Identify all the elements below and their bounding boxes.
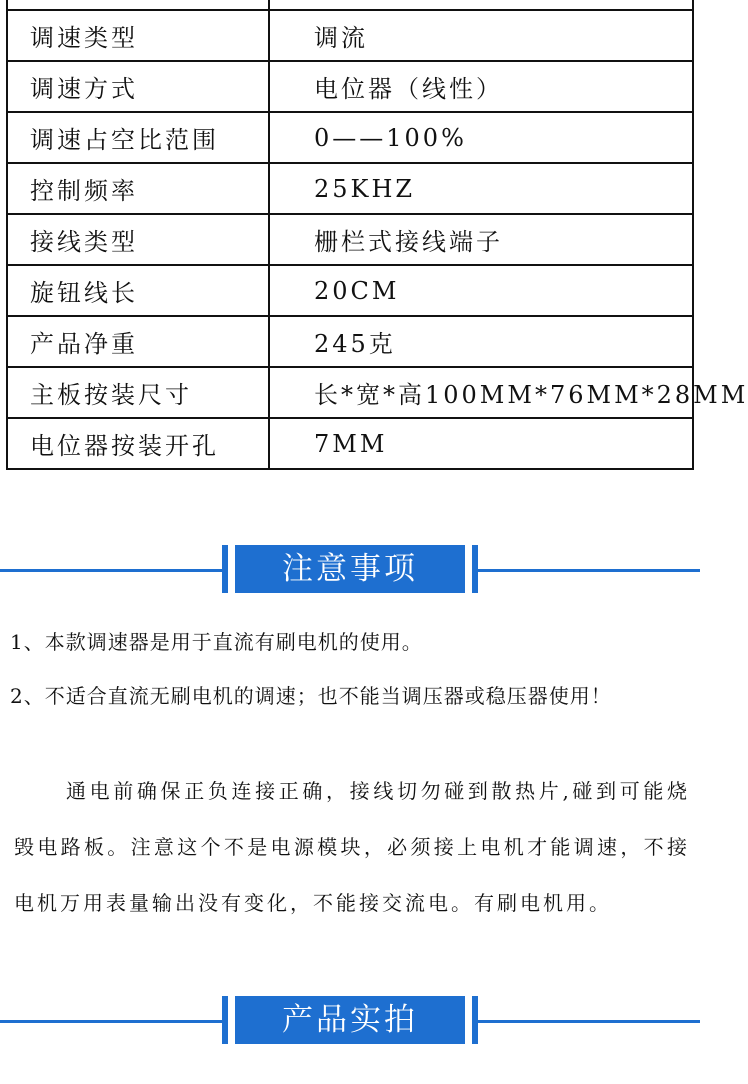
spec-label: 控制频率: [7, 163, 269, 214]
spec-value: 电位器（线性）: [269, 61, 693, 112]
notice-title: 注意事项: [222, 545, 478, 593]
table-row: [7, 0, 693, 10]
spec-label: 调速类型: [7, 10, 269, 61]
spec-table: [6, 0, 748, 470]
photos-title: 产品实拍: [222, 996, 478, 1044]
table-row: [7, 61, 693, 112]
table-row: [7, 418, 693, 469]
spec-value: 7MM: [269, 418, 693, 469]
table-row: [7, 163, 693, 214]
notice-paragraph: 通电前确保正负连接正确，接线切勿碰到散热片,碰到可能烧毁电路板。注意这个不是电源模块，必须接上电机才能调速，不接电机万用表量输出没有变化，不能接交流电。有刷电机用。: [14, 779, 690, 915]
spec-value: 245克: [269, 316, 693, 367]
table-row: [7, 265, 693, 316]
photos-section-header: [0, 996, 700, 1046]
spec-value: 0——100%: [269, 112, 693, 163]
spec-label: 主板按装尺寸: [7, 367, 269, 418]
spec-value: 栅栏式接线端子: [269, 214, 693, 265]
spec-label: 接线类型: [7, 214, 269, 265]
spec-label: 调速占空比范围: [7, 112, 269, 163]
notice-item-2: 2、不适合直流无刷电机的调速；也不能当调压器或稳压器使用！: [10, 684, 612, 708]
spec-label: [7, 0, 269, 10]
spec-value: 20CM: [269, 265, 693, 316]
table-row: [7, 367, 693, 418]
spec-label: 调速方式: [7, 61, 269, 112]
table-row: [7, 112, 693, 163]
spec-value: 调流: [269, 10, 693, 61]
notice-item-1: 1、本款调速器是用于直流有刷电机的使用。: [10, 630, 423, 654]
spec-label: 电位器按装开孔: [7, 418, 269, 469]
table-row: [7, 316, 693, 367]
table-row: [7, 10, 693, 61]
spec-value: 25KHZ: [269, 163, 693, 214]
spec-value: 长*宽*高100MM*76MM*28MM: [269, 367, 693, 418]
spec-label: 产品净重: [7, 316, 269, 367]
spec-label: 旋钮线长: [7, 265, 269, 316]
notice-section-header: [0, 545, 700, 595]
table-row: [7, 214, 693, 265]
spec-value: [269, 0, 693, 10]
